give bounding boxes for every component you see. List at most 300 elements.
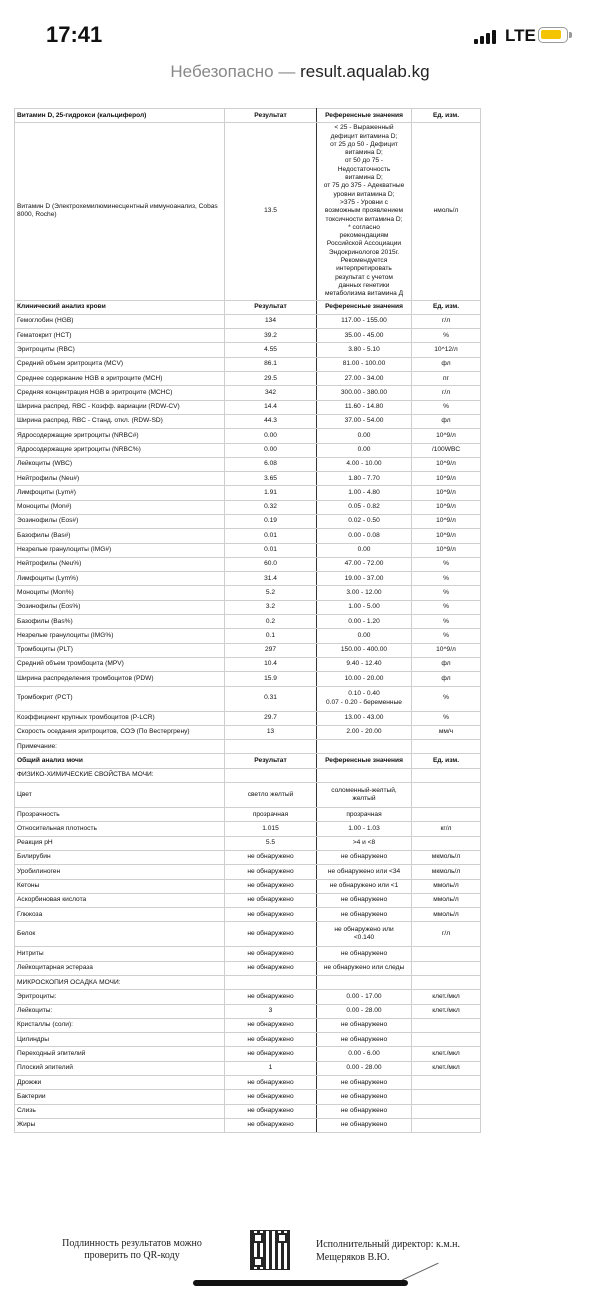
unit-value: 10^9/л <box>412 457 481 471</box>
test-name: Скорость оседания эритроцитов, СОЭ (По Вестергрену) <box>15 725 225 739</box>
result-value: 0.01 <box>225 529 317 543</box>
unit-value: фл <box>412 657 481 671</box>
test-name: Моноциты (Mon#) <box>15 500 225 514</box>
reference-value: не обнаружено <box>317 1104 412 1118</box>
result-header: Результат <box>225 109 317 123</box>
result-header: Результат <box>225 754 317 768</box>
reference-value: 27.00 - 34.00 <box>317 372 412 386</box>
test-name: Глюкоза <box>15 908 225 922</box>
reference-value-line: <0.140 <box>353 934 375 942</box>
test-name: Ширина распред. RBC - Коэфф. вариации (RDW-CV) <box>15 400 225 414</box>
table-row <box>15 600 481 614</box>
lab-report <box>14 108 480 1133</box>
table-row <box>15 314 481 328</box>
result-value: не обнаружено <box>225 947 317 961</box>
reference-value: 117.00 - 155.00 <box>317 314 412 328</box>
unit-value <box>412 740 481 754</box>
reference-value-line: витамина D; <box>345 149 383 157</box>
unit-value: мкмоль/л <box>412 850 481 864</box>
table-row <box>15 1090 481 1104</box>
unit-value <box>412 783 481 808</box>
unit-value: фл <box>412 414 481 428</box>
test-name: Ширина распределения тромбоцитов (PDW) <box>15 672 225 686</box>
test-name: Бактерии <box>15 1090 225 1104</box>
test-name: Белок <box>15 922 225 947</box>
unit-value: % <box>412 329 481 343</box>
table-row <box>15 725 481 739</box>
table-row <box>15 357 481 371</box>
test-name: Реакция pH <box>15 836 225 850</box>
address-bar[interactable] <box>0 62 600 82</box>
table-row <box>15 486 481 500</box>
result-value: 15.9 <box>225 672 317 686</box>
result-value: 44.3 <box>225 414 317 428</box>
unit-value: ммоль/л <box>412 879 481 893</box>
reference-value-line: Недостаточность <box>337 165 391 173</box>
result-value: 0.00 <box>225 443 317 457</box>
table-row <box>15 822 481 836</box>
reference-value: 1.00 - 5.00 <box>317 600 412 614</box>
result-value: 0.1 <box>225 629 317 643</box>
unit-value: 10^9/л <box>412 429 481 443</box>
table-row <box>15 414 481 428</box>
reference-value: 0.00 <box>317 543 412 557</box>
unit-value <box>412 1090 481 1104</box>
director-name: Мещеряков В.Ю. <box>316 1252 390 1263</box>
reference-value-line: витамина D; <box>345 174 383 182</box>
test-name: Витамин D (Электрохемилюминесцентный иммуноанализ, Cobas 8000, Roche) <box>15 123 225 300</box>
test-name: Гемоглобин (HGB) <box>15 314 225 328</box>
result-value <box>225 740 317 754</box>
unit-value: 10^9/л <box>412 500 481 514</box>
unit-value: клет./мкл <box>412 1047 481 1061</box>
unit-value: фл <box>412 672 481 686</box>
unit-header: Ед. изм. <box>412 109 481 123</box>
table-row <box>15 836 481 850</box>
test-name: Жиры <box>15 1118 225 1132</box>
unit-value: % <box>412 557 481 571</box>
result-value: 342 <box>225 386 317 400</box>
table-row <box>15 386 481 400</box>
unit-value <box>412 1076 481 1090</box>
unit-value: г/л <box>412 314 481 328</box>
reference-value-line: дефицит витамина D; <box>330 132 398 140</box>
table-row <box>15 329 481 343</box>
result-value: 31.4 <box>225 572 317 586</box>
test-name: Уробилиноген <box>15 865 225 879</box>
table-row <box>15 1076 481 1090</box>
result-header: Результат <box>225 300 317 314</box>
test-name: Плоский эпителий <box>15 1061 225 1075</box>
table-row <box>15 586 481 600</box>
result-value: 29.5 <box>225 372 317 386</box>
reference-value: 0.00 - 28.00 <box>317 1004 412 1018</box>
result-value: не обнаружено <box>225 1118 317 1132</box>
result-value: 0.01 <box>225 543 317 557</box>
result-value: 1.015 <box>225 822 317 836</box>
empty-cell <box>412 768 481 782</box>
table-row <box>15 343 481 357</box>
unit-value: % <box>412 629 481 643</box>
test-name: Тромбоциты (PLT) <box>15 643 225 657</box>
table-row <box>15 557 481 571</box>
test-name: Эритроциты: <box>15 990 225 1004</box>
table-row <box>15 372 481 386</box>
unit-value: 10^12/л <box>412 343 481 357</box>
table-row <box>15 443 481 457</box>
home-indicator[interactable] <box>193 1280 408 1286</box>
reference-value: 1.00 - 4.80 <box>317 486 412 500</box>
result-value: 1.91 <box>225 486 317 500</box>
test-name: Цвет <box>15 783 225 808</box>
table-row <box>15 1118 481 1132</box>
test-name: Гематокрит (HCT) <box>15 329 225 343</box>
unit-value: нмоль/л <box>412 123 481 300</box>
result-value: не обнаружено <box>225 990 317 1004</box>
unit-value <box>412 836 481 850</box>
empty-cell <box>412 976 481 990</box>
result-value: 1 <box>225 1061 317 1075</box>
reference-value: 0.05 - 0.82 <box>317 500 412 514</box>
result-value: не обнаружено <box>225 879 317 893</box>
test-name: Незрелые гранулоциты (IMG#) <box>15 543 225 557</box>
test-name: Цилиндры <box>15 1033 225 1047</box>
reference-value-line: рекомендациям <box>339 232 389 240</box>
test-name: Среднее содержание HGB в эритроците (MCH) <box>15 372 225 386</box>
reference-value-line: Российской Ассоциации <box>326 240 402 248</box>
test-name: Средний объем эритроцита (MCV) <box>15 357 225 371</box>
section-title: Витамин D, 25-гидрокси (кальциферол) <box>15 109 225 123</box>
result-value: 0.31 <box>225 686 317 711</box>
reference-value: 0.00 - 0.08 <box>317 529 412 543</box>
test-name: Базофилы (Bas#) <box>15 529 225 543</box>
reference-value <box>317 783 412 808</box>
test-name: Незрелые гранулоциты (IMG%) <box>15 629 225 643</box>
reference-value: не обнаружено <box>317 1018 412 1032</box>
reference-value-line: Рекомендуется <box>340 257 388 265</box>
reference-value: 11.60 - 14.80 <box>317 400 412 414</box>
reference-value: не обнаружено или следы <box>317 961 412 975</box>
reference-value: прозрачная <box>317 808 412 822</box>
test-name: Лейкоцитарная эстераза <box>15 961 225 975</box>
table-row <box>15 1047 481 1061</box>
status-bar <box>0 0 600 60</box>
reference-value: 0.00 <box>317 429 412 443</box>
reference-value: не обнаружено <box>317 1076 412 1090</box>
table-row <box>15 643 481 657</box>
result-value: 13 <box>225 725 317 739</box>
unit-value: г/л <box>412 922 481 947</box>
unit-value <box>412 1104 481 1118</box>
result-value: 60.0 <box>225 557 317 571</box>
test-name: Базофилы (Bas%) <box>15 615 225 629</box>
reference-value: не обнаружено или <1 <box>317 879 412 893</box>
test-name: Билирубин <box>15 850 225 864</box>
result-value: не обнаружено <box>225 850 317 864</box>
result-value: не обнаружено <box>225 961 317 975</box>
clock: 17:41 <box>46 22 103 47</box>
reference-header: Референсные значения <box>317 754 412 768</box>
unit-value: 10^9/л <box>412 514 481 528</box>
reference-value: не обнаружено <box>317 908 412 922</box>
reference-value: не обнаружено <box>317 947 412 961</box>
table-row <box>15 686 481 711</box>
test-name: Средняя концентрация HGB в эритроците (MCHC) <box>15 386 225 400</box>
unit-value: % <box>412 711 481 725</box>
reference-value: 3.80 - 5.10 <box>317 343 412 357</box>
table-row <box>15 740 481 754</box>
reference-value: 2.00 - 20.00 <box>317 725 412 739</box>
table-row <box>15 615 481 629</box>
test-name: Прозрачность <box>15 808 225 822</box>
reference-value-line: 0.07 - 0.20 - беременные <box>326 698 402 706</box>
table-row <box>15 865 481 879</box>
table-row <box>15 657 481 671</box>
result-value: не обнаружено <box>225 1104 317 1118</box>
result-value: прозрачная <box>225 808 317 822</box>
network-label: LTE <box>505 26 536 45</box>
result-value: 13.5 <box>225 123 317 300</box>
test-name: Лейкоциты: <box>15 1004 225 1018</box>
test-name: Средний объем тромбоцита (MPV) <box>15 657 225 671</box>
unit-value <box>412 961 481 975</box>
result-value: 5.5 <box>225 836 317 850</box>
subsection-title: МИКРОСКОПИЯ ОСАДКА МОЧИ: <box>15 976 225 990</box>
director-title: Исполнительный директор: к.м.н. <box>316 1239 461 1250</box>
reference-value: 81.00 - 100.00 <box>317 357 412 371</box>
reference-value: 9.40 - 12.40 <box>317 657 412 671</box>
section-title: Клинический анализ крови <box>15 300 225 314</box>
empty-cell <box>225 768 317 782</box>
reference-value: 10.00 - 20.00 <box>317 672 412 686</box>
table-row <box>15 1018 481 1032</box>
test-name: Лимфоциты (Lym%) <box>15 572 225 586</box>
result-value: не обнаружено <box>225 908 317 922</box>
result-value: 0.19 <box>225 514 317 528</box>
reference-value-line: < 25 - Выраженный <box>334 124 394 132</box>
reference-value: 3.00 - 12.00 <box>317 586 412 600</box>
test-name: Эозинофилы (Eos%) <box>15 600 225 614</box>
unit-value: г/л <box>412 386 481 400</box>
reference-value: 0.00 <box>317 629 412 643</box>
reference-value: 0.00 - 28.00 <box>317 1061 412 1075</box>
reference-value: 37.00 - 54.00 <box>317 414 412 428</box>
reference-value-line: интерпретировать <box>336 265 392 273</box>
table-row <box>15 990 481 1004</box>
table-row <box>15 908 481 922</box>
reference-value: 0.00 - 17.00 <box>317 990 412 1004</box>
battery-icon <box>538 27 568 43</box>
result-value: 14.4 <box>225 400 317 414</box>
reference-value: не обнаружено или <34 <box>317 865 412 879</box>
reference-value: 300.00 - 380.00 <box>317 386 412 400</box>
table-row <box>15 123 481 300</box>
test-name: Ядросодержащие эритроциты (NRBC%) <box>15 443 225 457</box>
table-row <box>15 629 481 643</box>
table-row <box>15 543 481 557</box>
director-block <box>316 1238 460 1264</box>
unit-value: 10^9/л <box>412 486 481 500</box>
reference-value: не обнаружено <box>317 1033 412 1047</box>
reference-value: 19.00 - 37.00 <box>317 572 412 586</box>
empty-cell <box>225 976 317 990</box>
reference-value: не обнаружено <box>317 893 412 907</box>
unit-value: ммоль/л <box>412 893 481 907</box>
result-value: 5.2 <box>225 586 317 600</box>
result-value: 39.2 <box>225 329 317 343</box>
reference-value-line: не обнаружено или <box>334 926 394 934</box>
unit-value: 10^9/л <box>412 643 481 657</box>
reference-value-line: 0.10 - 0.40 <box>348 690 380 698</box>
test-name: Относительная плотность <box>15 822 225 836</box>
reference-value-line: уровни витамина D; <box>333 190 395 198</box>
test-name: Коэффициент крупных тромбоцитов (P-LCR) <box>15 711 225 725</box>
test-name: Кетоны <box>15 879 225 893</box>
result-value: не обнаружено <box>225 1076 317 1090</box>
reference-value-line: соломенный-желтый, <box>331 786 397 794</box>
unit-value: 10^9/л <box>412 543 481 557</box>
unit-value: % <box>412 400 481 414</box>
table-row <box>15 711 481 725</box>
unit-value: мкмоль/л <box>412 865 481 879</box>
section-header-row <box>15 300 481 314</box>
reference-header: Референсные значения <box>317 300 412 314</box>
reference-value-line: желтый <box>352 795 376 803</box>
unit-value: % <box>412 572 481 586</box>
test-name: Нитриты <box>15 947 225 961</box>
table-row <box>15 783 481 808</box>
reference-value: 0.00 - 6.00 <box>317 1047 412 1061</box>
result-value: 134 <box>225 314 317 328</box>
subsection-title: ФИЗИКО-ХИМИЧЕСКИЕ СВОЙСТВА МОЧИ: <box>15 768 225 782</box>
qr-note: Подлинность результатов можно проверить по QR-коду <box>62 1238 202 1261</box>
result-value: 3.65 <box>225 472 317 486</box>
unit-value: клет./мкл <box>412 1004 481 1018</box>
reference-value-line: токсичности витамина D; <box>325 215 403 223</box>
reference-value: 0.00 - 1.20 <box>317 615 412 629</box>
table-row <box>15 922 481 947</box>
unit-value: клет./мкл <box>412 990 481 1004</box>
result-value: не обнаружено <box>225 1033 317 1047</box>
test-name: Эритроциты (RBC) <box>15 343 225 357</box>
table-row <box>15 947 481 961</box>
test-name: Ядросодержащие эритроциты (NRBC#) <box>15 429 225 443</box>
reference-value: 0.00 <box>317 443 412 457</box>
reference-header: Референсные значения <box>317 109 412 123</box>
result-value: 0.00 <box>225 429 317 443</box>
result-value: не обнаружено <box>225 1090 317 1104</box>
result-value: не обнаружено <box>225 922 317 947</box>
section-title: Общий анализ мочи <box>15 754 225 768</box>
reference-value-line: * согласно <box>348 223 380 231</box>
table-row <box>15 672 481 686</box>
reference-value-line: от 50 до 75 - <box>344 157 384 165</box>
unit-value: % <box>412 686 481 711</box>
table-row <box>15 1033 481 1047</box>
result-value: не обнаружено <box>225 1047 317 1061</box>
result-value: не обнаружено <box>225 1018 317 1032</box>
result-value: светло желтый <box>225 783 317 808</box>
unit-value: 10^9/л <box>412 529 481 543</box>
section-header-row <box>15 754 481 768</box>
unit-value: 10^9/л <box>412 472 481 486</box>
qr-code[interactable] <box>250 1230 290 1270</box>
reference-value: 4.00 - 10.00 <box>317 457 412 471</box>
test-name: Нейтрофилы (Neu#) <box>15 472 225 486</box>
test-name: Кристаллы (соли): <box>15 1018 225 1032</box>
unit-value <box>412 1033 481 1047</box>
table-row <box>15 472 481 486</box>
unit-value: % <box>412 586 481 600</box>
table-row <box>15 529 481 543</box>
reference-value: 47.00 - 72.00 <box>317 557 412 571</box>
reference-value <box>317 922 412 947</box>
reference-value-line: метаболизма витамина Д <box>324 290 404 298</box>
signal-icon <box>474 28 496 44</box>
reference-value: 1.80 - 7.70 <box>317 472 412 486</box>
unit-value: /100WBC <box>412 443 481 457</box>
reference-value <box>317 123 412 300</box>
insecure-label: Небезопасно — <box>170 62 296 81</box>
domain-label: result.aqualab.kg <box>300 62 430 81</box>
reference-value: не обнаружено <box>317 1090 412 1104</box>
test-name: Дрожжи <box>15 1076 225 1090</box>
results-table <box>14 108 481 1133</box>
table-row <box>15 457 481 471</box>
subsection-row <box>15 768 481 782</box>
reference-value: не обнаружено <box>317 850 412 864</box>
unit-value <box>412 808 481 822</box>
result-value: 3 <box>225 1004 317 1018</box>
test-name: Примечание: <box>15 740 225 754</box>
reference-value-line: результат с учетом <box>335 273 393 281</box>
unit-value: мм/ч <box>412 725 481 739</box>
result-value: 6.08 <box>225 457 317 471</box>
test-name: Тромбокрит (PCT) <box>15 686 225 711</box>
test-name: Аскорбиновая кислота <box>15 893 225 907</box>
reference-value-line: Эндокринологов 2015г. <box>328 248 400 256</box>
unit-value <box>412 1018 481 1032</box>
reference-value <box>317 740 412 754</box>
reference-value-line: >375 - Уровни с <box>340 198 388 206</box>
reference-value: не обнаружено <box>317 1118 412 1132</box>
unit-value: ммоль/л <box>412 908 481 922</box>
table-row <box>15 572 481 586</box>
table-row <box>15 961 481 975</box>
unit-value <box>412 1118 481 1132</box>
section-header-row <box>15 109 481 123</box>
test-name: Лейкоциты (WBC) <box>15 457 225 471</box>
table-row <box>15 1004 481 1018</box>
unit-value <box>412 947 481 961</box>
result-value: не обнаружено <box>225 865 317 879</box>
table-row <box>15 808 481 822</box>
reference-value-line: возможным проявлением <box>324 207 404 215</box>
reference-value: 1.00 - 1.03 <box>317 822 412 836</box>
reference-value: 35.00 - 45.00 <box>317 329 412 343</box>
unit-value: фл <box>412 357 481 371</box>
unit-header: Ед. изм. <box>412 754 481 768</box>
result-value: 3.2 <box>225 600 317 614</box>
reference-value-line: от 25 до 50 - Дефицит <box>330 140 398 148</box>
result-value: 0.32 <box>225 500 317 514</box>
table-row <box>15 400 481 414</box>
result-value: 297 <box>225 643 317 657</box>
reference-value: 150.00 - 400.00 <box>317 643 412 657</box>
unit-value: % <box>412 615 481 629</box>
reference-value-line: данных генетики <box>338 281 390 289</box>
test-name: Эозинофилы (Eos#) <box>15 514 225 528</box>
